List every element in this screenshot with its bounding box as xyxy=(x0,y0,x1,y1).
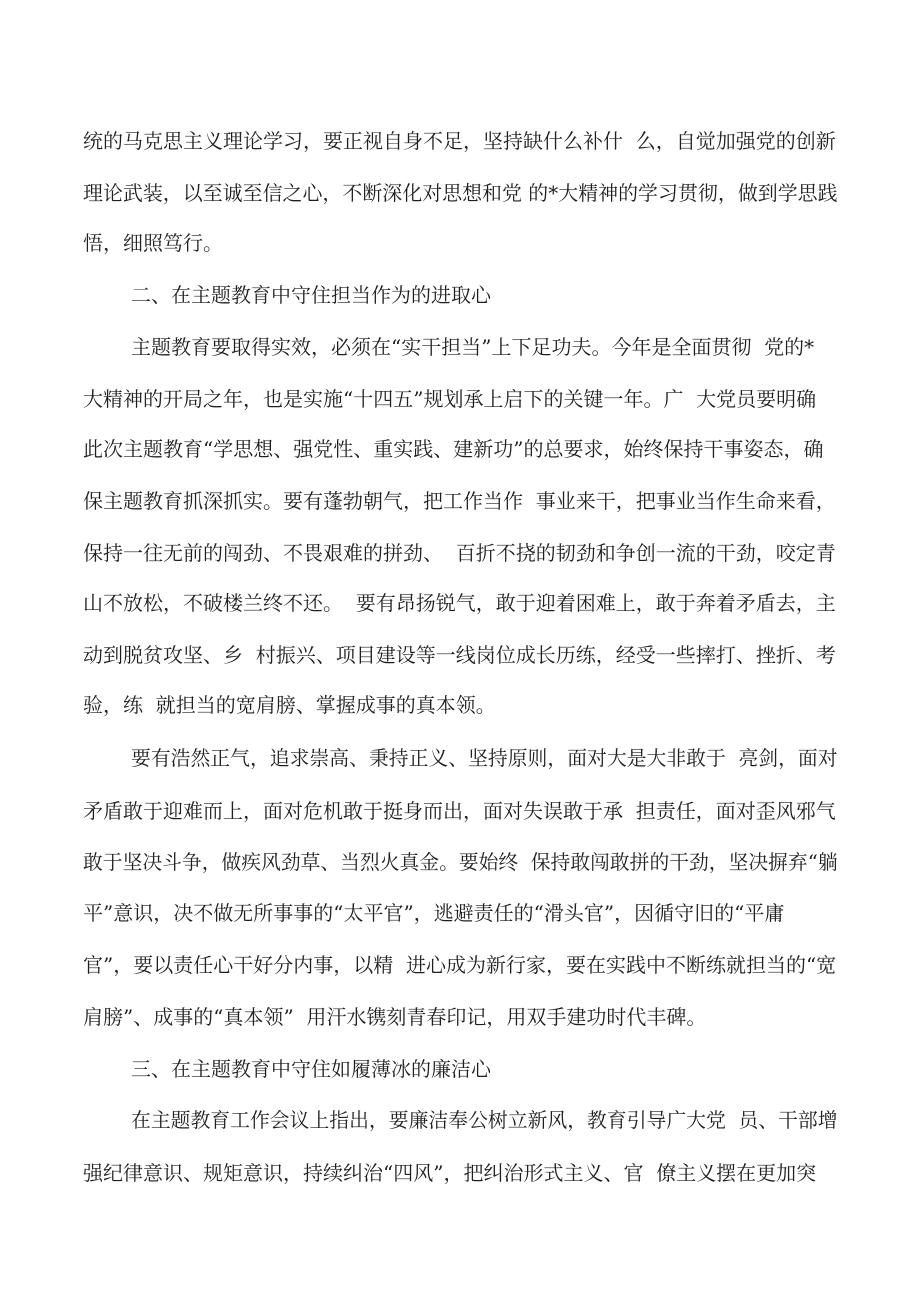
paragraph-line: 要有浩然正气，追求崇高、秉持正义、坚持原则，面对大是大非敢于 亮剑，面对 xyxy=(131,747,838,770)
paragraph-line: 官”，要以责任心干好分内事，以精 进心成为新行家，要在实践中不断练就担当的“宽 xyxy=(83,953,837,977)
paragraph-line: 验，练 就担当的宽肩膀、掌握成事的真本领。 xyxy=(83,693,496,717)
paragraph-line: 统的马克思主义理论学习，要正视自身不足，坚持缺什么补什 么，自觉加强党的创新 xyxy=(83,129,836,153)
paragraph-line: 平”意识，决不做无所事事的“太平官”，逃避责任的“滑头官”，因循守旧的“平庸 xyxy=(83,901,785,925)
paragraph-line: 矛盾敢于迎难而上，面对危机敢于挺身而出，面对失误敢于承 担责任，面对歪风邪气 xyxy=(83,799,836,823)
section-heading-2: 二、在主题教育中守住担当作为的进取心 xyxy=(131,283,491,307)
paragraph-line: 理论武装，以至诚至信之心，不断深化对思想和党 的*大精神的学习贯彻，做到学思践 xyxy=(83,181,838,205)
paragraph-line: 保主题教育抓深抓实。要有蓬勃朝气，把工作当作 事业来干，把事业当作生命来看， xyxy=(83,489,836,513)
paragraph-line: 肩膀”、成事的“真本领” 用汗水镌刻青春印记，用双手建功时代丰碑。 xyxy=(83,1005,707,1029)
section-heading-3: 三、在主题教育中守住如履薄冰的廉洁心 xyxy=(131,1057,491,1081)
paragraph-line: 强纪律意识、规矩意识，持续纠治“四风”，把纠治形式主义、官 僚主义摆在更加突 xyxy=(83,1161,817,1185)
paragraph-line: 敢于坚决斗争，做疾风劲草、当烈火真金。要始终 保持敢闯敢拼的干劲，坚决摒弃“躺 xyxy=(83,851,838,874)
paragraph-line: 在主题教育工作会议上指出，要廉洁奉公树立新风，教育引导广大党 员、干部增 xyxy=(131,1109,838,1132)
paragraph-line: 保持一往无前的闯劲、不畏艰难的拼劲、 百折不挠的韧劲和争创一流的干劲，咬定青 xyxy=(83,541,836,565)
paragraph-line: 悟，细照笃行。 xyxy=(83,231,223,255)
paragraph-line: 大精神的开局之年，也是实施“十四五”规划承上启下的关键一年。广 大党员要明确 xyxy=(83,387,817,411)
paragraph-line: 此次主题教育“学思想、强党性、重实践、建新功”的总要求，始终保持干事姿态，确 xyxy=(83,437,824,461)
paragraph-line: 主题教育要取得实效，必须在“实干担当”上下足功夫。今年是全面贯彻 党的* xyxy=(131,335,815,359)
paragraph-line: 山不放松，不破楼兰终不还。 要有昂扬锐气，敢于迎着困难上，敢于奔着矛盾去，主 xyxy=(83,591,836,615)
paragraph-line: 动到脱贫攻坚、乡 村振兴、项目建设等一线岗位成长历练，经受一些摔打、挫折、考 xyxy=(83,643,836,667)
